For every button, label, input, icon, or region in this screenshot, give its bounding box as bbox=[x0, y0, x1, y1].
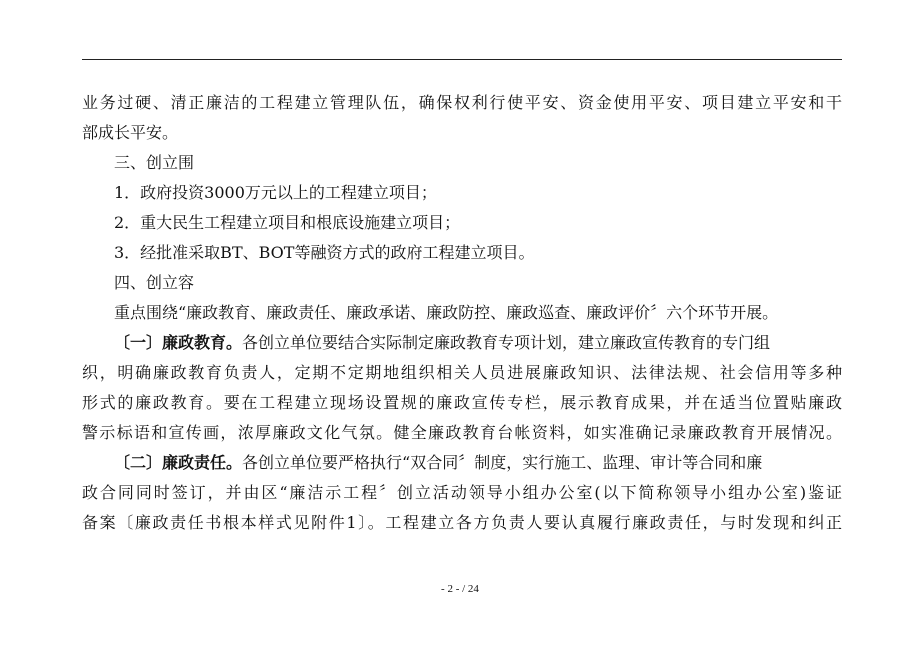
paragraph-line bbox=[82, 328, 842, 358]
paragraph-line: 织，明确廉政教育负责人，定期不定期地组织相关人员进展廉政知识、法律法规、社会信用等多种 bbox=[82, 363, 842, 382]
paragraph-line: 形式的廉政教育。要在工程建立现场设置规的廉政宣传专栏，展示教育成果，并在适当位置贴廉政 bbox=[82, 393, 842, 412]
paragraph-line: 业务过硬、清正廉洁的工程建立管理队伍，确保权利行使平安、资金使用平安、项目建立平安和干 bbox=[82, 93, 842, 112]
paragraph-line: 备案〔廉政责任书根本样式见附件1〕。工程建立各方负责人要认真履行廉政责任，与时发现和纠正 bbox=[82, 513, 842, 532]
paragraph-line: 警示标语和宣传画，浓厚廉政文化气氛。健全廉政教育台帐资料，如实准确记录廉政教育开展情况。 bbox=[82, 423, 842, 442]
paragraph-line: 政合同同时签订，并由区“廉洁示工程〞创立活动领导小组办公室(以下简称领导小组办公室)鉴证 bbox=[82, 483, 842, 502]
paragraph-text: 各创立单位要严格执行“双合同〞制度，实行施工、监理、审计等合同和廉 bbox=[242, 453, 763, 472]
list-item: 1．政府投资3000万元以上的工程建立项目； bbox=[114, 183, 437, 202]
header-rule bbox=[82, 59, 842, 60]
paragraph-text: 各创立单位要结合实际制定廉政教育专项计划，建立廉政宣传教育的专门组 bbox=[242, 333, 771, 352]
section-heading-scope: 三、创立围 bbox=[114, 153, 195, 172]
body-text bbox=[82, 88, 842, 538]
list-item: 2．重大民生工程建立项目和根底设施建立项目； bbox=[114, 213, 461, 232]
paragraph-line: 部成长平安。 bbox=[82, 123, 179, 142]
subheading-responsibility: 〔二〕廉政责任。 bbox=[114, 453, 243, 472]
paragraph-line bbox=[82, 448, 842, 478]
page-number: - 2 - / 24 bbox=[441, 583, 479, 595]
list-item: 3．经批准采取BT、BOT等融资方式的政府工程建立项目。 bbox=[114, 243, 535, 262]
paragraph-line: 重点围绕“廉政教育、廉政责任、廉政承诺、廉政防控、廉政巡查、廉政评价〞六个环节开展。 bbox=[114, 303, 779, 322]
section-heading-content: 四、创立容 bbox=[114, 273, 195, 292]
subheading-education: 〔一〕廉政教育。 bbox=[114, 333, 243, 352]
